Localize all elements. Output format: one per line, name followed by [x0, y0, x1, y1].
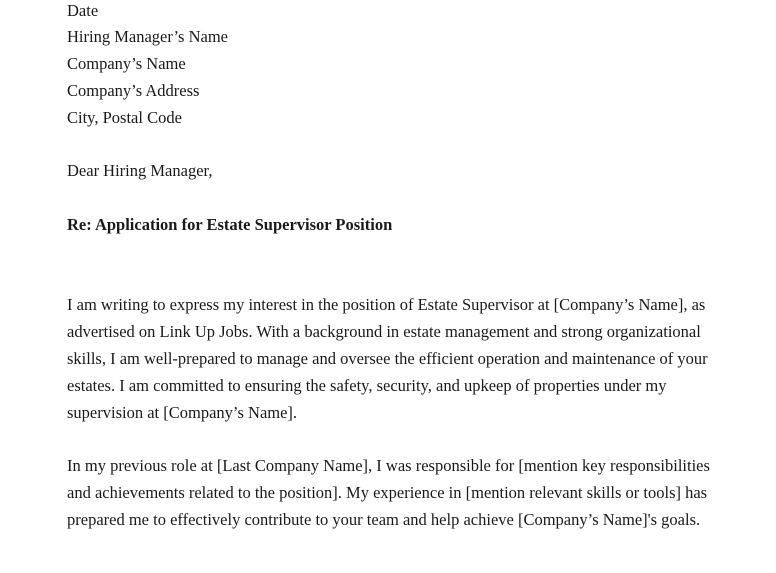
hiring-manager-name-line: Hiring Manager’s Name	[67, 27, 228, 46]
body-paragraph-2: In my previous role at [Last Company Name], I was responsible for [mention key responsibilities and achievements related to the position]. My experience in [mention relevant skills or tools] has prepared me to effectively contribute to your team and help achieve [Company’s Name]'s goals.	[67, 456, 710, 529]
date-line: Date	[67, 1, 99, 20]
salutation: Dear Hiring Manager,	[67, 161, 213, 180]
company-name-line: Company’s Name	[67, 54, 186, 73]
city-postal-line: City, Postal Code	[67, 108, 182, 127]
subject-line: Re: Application for Estate Supervisor Position	[67, 215, 393, 234]
company-address-line: Company’s Address	[67, 81, 200, 100]
body-paragraph-1: I am writing to express my interest in the position of Estate Supervisor at [Company’s Name], as advertised on Link Up Jobs. With a background in estate management and strong organizational skills, I am well-prepared to manage and oversee the efficient operation and maintenance of your estates. I am committed to ensuring the safety, security, and upkeep of properties under my supervision at [Company’s Name].	[67, 295, 708, 422]
